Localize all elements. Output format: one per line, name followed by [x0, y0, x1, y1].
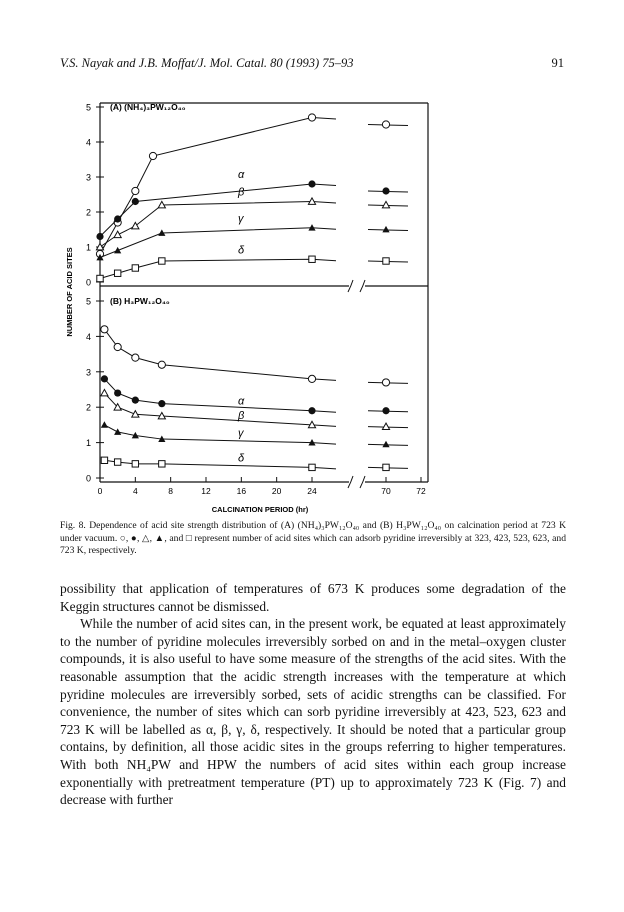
data-point-filled-triangle: [382, 441, 389, 447]
y-tick-label: 2: [85, 207, 91, 218]
data-point-open-circle: [132, 354, 139, 361]
axis-break-mark: [348, 280, 365, 292]
x-tick-label: 0: [97, 486, 103, 496]
data-point-open-square: [383, 464, 389, 470]
data-point-open-square: [383, 258, 389, 264]
data-point-open-square: [132, 265, 138, 271]
figure-caption: Fig. 8. Dependence of acid site strength distribution of (A) (NH₄)₃PW₁₂O₄₀ and (B) H₃PW₁₂O₄₀ on calcination period at 723 K under vacuum. ○, ●, △, ▲, and □ represent number of acid sites which can adsorb pyridine irreversibly at 323, 423, 523, 623, and 723 K, respectively.: [60, 520, 566, 557]
series-line: [100, 228, 336, 258]
series-label: γ: [238, 212, 244, 225]
data-point-open-triangle: [132, 411, 139, 417]
series-label: δ: [238, 452, 245, 465]
data-point-open-circle: [308, 114, 315, 121]
y-tick-label: 0: [85, 277, 91, 288]
series-label: α: [238, 395, 245, 408]
data-point-filled-triangle: [101, 421, 108, 427]
x-tick-label: 20: [271, 486, 282, 496]
data-point-open-triangle: [101, 389, 108, 395]
data-point-open-square: [159, 461, 165, 467]
y-tick-label: 5: [85, 296, 91, 307]
series-line: [104, 329, 336, 380]
series-line: [100, 118, 336, 255]
page-number: 91: [551, 56, 564, 70]
data-point-open-square: [97, 275, 103, 281]
panel-b: [86, 296, 426, 514]
data-point-filled-circle: [382, 187, 389, 194]
data-point-open-circle: [158, 361, 165, 368]
data-point-filled-circle: [114, 389, 121, 396]
data-point-filled-circle: [158, 400, 165, 407]
x-axis-label: CALCINATION PERIOD (hr): [211, 505, 309, 514]
paragraph-1: possibility that application of temperatures of 673 K produces some degradation of the Keggin structures cannot be dismissed.: [60, 581, 566, 614]
x-tick-label: 70: [381, 486, 391, 496]
panel-label: (A) (NH₄)₃PW₁₂O₄₀: [110, 102, 186, 112]
series-label: γ: [238, 427, 244, 440]
data-point-filled-triangle: [114, 428, 121, 434]
y-axis-label: NUMBER OF ACID SITES: [65, 247, 74, 337]
x-tick-label: 16: [236, 486, 247, 496]
data-point-filled-circle: [96, 233, 103, 240]
data-point-filled-triangle: [382, 226, 389, 232]
data-point-filled-circle: [101, 375, 108, 382]
y-tick-label: 1: [85, 438, 91, 449]
series-label: β: [238, 409, 245, 422]
y-tick-label: 3: [85, 367, 91, 378]
data-point-filled-circle: [308, 180, 315, 187]
x-tick-label: 8: [168, 486, 174, 496]
data-point-open-circle: [382, 379, 389, 386]
panel-label: (B) H₃PW₁₂O₄₀: [110, 296, 170, 306]
data-point-open-circle: [132, 187, 139, 194]
x-tick-label: 12: [201, 486, 211, 496]
series-line: [104, 460, 336, 469]
y-tick-label: 2: [85, 402, 91, 413]
y-tick-label: 1: [85, 242, 91, 253]
series-label: α: [238, 169, 245, 181]
data-point-filled-circle: [132, 198, 139, 205]
data-point-open-square: [101, 457, 107, 463]
data-point-filled-circle: [114, 215, 121, 222]
data-point-open-square: [132, 461, 138, 467]
axis-break-mark: [348, 476, 365, 488]
series-label: β: [238, 186, 245, 199]
data-point-filled-circle: [308, 407, 315, 414]
running-title: V.S. Nayak and J.B. Moffat/J. Mol. Catal. 80 (1993) 75–93: [60, 56, 354, 70]
series-label: δ: [238, 244, 245, 257]
data-point-filled-circle: [132, 397, 139, 404]
y-tick-label: 5: [85, 102, 91, 113]
data-point-open-triangle: [382, 201, 389, 207]
data-point-open-triangle: [114, 231, 121, 237]
figure-axes: [65, 247, 74, 336]
panel-a: [86, 102, 408, 288]
data-point-filled-triangle: [114, 247, 121, 253]
data-point-open-circle: [114, 343, 121, 350]
data-point-open-square: [114, 459, 120, 465]
y-tick-label: 4: [85, 331, 91, 342]
data-point-open-circle: [149, 152, 156, 159]
y-tick-label: 4: [85, 137, 91, 148]
data-point-open-square: [309, 464, 315, 470]
data-point-open-triangle: [382, 423, 389, 429]
x-tick-label: 4: [132, 486, 138, 496]
data-point-open-circle: [308, 375, 315, 382]
data-point-open-circle: [382, 121, 389, 128]
series-line: [104, 379, 336, 412]
data-point-open-square: [309, 256, 315, 262]
body-text: [60, 580, 566, 809]
data-point-filled-circle: [382, 407, 389, 414]
y-tick-label: 3: [85, 172, 91, 183]
y-tick-label: 0: [85, 473, 91, 484]
series-line: [104, 393, 336, 426]
data-point-open-square: [159, 258, 165, 264]
data-point-open-circle: [101, 326, 108, 333]
x-tick-label: 24: [307, 486, 317, 496]
paragraph-2: While the number of acid sites can, in the present work, be equated at least approximately to the number of pyridine molecules irreversibly sorbed on and in the metal–oxygen cluster compounds, it is also useful to have some measure of the strengths of the acid sites. With the reasonable assumption that the acidic strength increases with the temperature at which pyridine molecules are irreversibly sorbed, sets of acidic strengths can be classified. For convenience, the number of sites which can sorb pyridine irreversibly at 423, 523, 623 and 723 K will be labelled as α, β, γ, δ, respectively. It should be noted that a particular group contains, by definition, all those acidic sites in the groups referring to higher temperatures. With both NH₄PW and HPW the numbers of acid sites within each group increase exponentially with pretreatment temperature (PT) up to approximately 723 K (Fig. 7) and decrease with further: [60, 616, 566, 808]
x-tick-label: 72: [416, 486, 426, 496]
series-line: [104, 425, 336, 444]
data-point-open-square: [114, 270, 120, 276]
